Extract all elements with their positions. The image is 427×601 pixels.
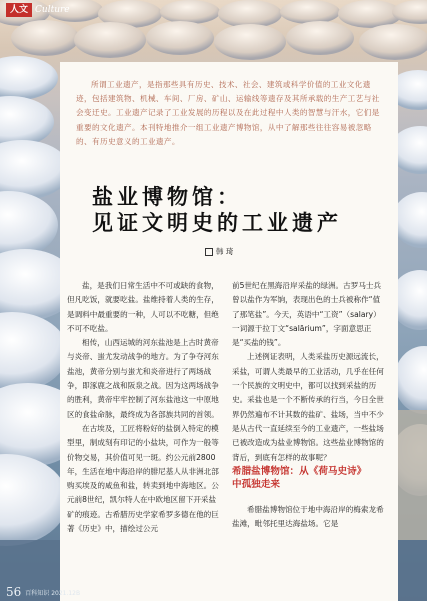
page-footer xyxy=(6,585,80,599)
article-abstract: 所谓工业遗产，是指那些具有历史、技术、社会、建筑或科学价值的工业文化遗迹，包括建筑物、机械、车间、厂房、矿山、运输线等遗存及其所承载的生产工艺与社会变迁史。工业遗产记录了工业发展的历程以及在此过程中人类的智慧与汗水，它们是重要的文化遗产。本刊特地推介一组工业遗产博物馆，从中了解那些往往容易被忽略的、有历史意义的工业遗产。 xyxy=(76,80,380,146)
section-subheading xyxy=(232,465,392,491)
section-header xyxy=(6,3,70,17)
paragraph: 前5世纪在黑海沿岸采盐的绿洲。古罗马士兵曾以盐作为军饷，表现出色的士兵被称作“值了那笔盐”。今天，英语中“工资”（salary）一词源于拉丁文“salārium”，字面意思正是“买盐的钱”。 xyxy=(232,281,382,348)
author-name: 韩 琦 xyxy=(216,247,234,256)
author-byline xyxy=(205,246,233,257)
title-line-1: 盐业博物馆： xyxy=(92,184,242,209)
paragraph: 在古埃及，工匠将粉好的盐倒入特定的模型里，制成刻有印记的小盐块，可作为一般等价物交易，其价值可见一斑。约公元前2800年，生活在地中海沿岸的腓尼基人从非洲北部购买埃及的咸鱼和盐，转卖到地中海地区。公元前8世纪，凯尔特人在中欧地区留下开采盐矿的痕迹。古希腊历史学家希罗多德在他的巨著《历史》中，描绘过公元 xyxy=(67,423,219,534)
page-number: 56 xyxy=(6,585,22,599)
paragraph: 希腊盐博物馆位于地中海沿岸的梅索龙希盐滩，毗邻托里达海盐场。它是 xyxy=(232,505,384,529)
article-title xyxy=(92,184,392,236)
author-box-icon xyxy=(205,248,213,256)
title-line-2: 见证文明史的工业遗产 xyxy=(92,210,342,235)
body-column-right xyxy=(232,279,385,465)
magazine-issue: 百科知识 2021.12B xyxy=(25,589,81,597)
paragraph: 盐，是我们日常生活中不可或缺的食物，但凡吃饭，就要吃盐。盐维持着人类的生存，是调料中最重要的一种，人可以不吃糖，但绝不可不吃盐。 xyxy=(67,281,219,333)
section-tag-english: Culture xyxy=(35,5,70,15)
subheading-line-1: 希腊盐博物馆：从《荷马史诗》 xyxy=(232,466,367,477)
paragraph: 上述例证表明，人类采盐历史源远流长，采盐，可谓人类最早的工业活动，几乎在任何一个民族的文明史中，都可以找到采盐的历史。采盐也是一个不断传承的行当，今日全世界仍然遍布不计其数的盐矿、盐场，当中不少是从古代一直延续至今的工业遗产，一些盐场已被改造成为盐业博物馆。这些盐业博物馆的背后，到底有怎样的故事呢？ xyxy=(232,352,384,462)
section-tag: 人文 xyxy=(6,3,32,17)
body-column-left xyxy=(67,279,220,536)
paragraph: 相传，山西运城的河东盐池是上古时黄帝与炎帝、蚩尤发动战争的地方。为了争夺河东盐池，黄帝分别与蚩尤和炎帝进行了两场战争，即涿鹿之战和阪泉之战。因为这两场战争的胜利，黄帝牢牢控制了河东盐池这一中原地区的食盐命脉，最终成为各部族共同的首领。 xyxy=(67,338,219,419)
subheading-line-2: 中孤独走来 xyxy=(232,479,280,490)
